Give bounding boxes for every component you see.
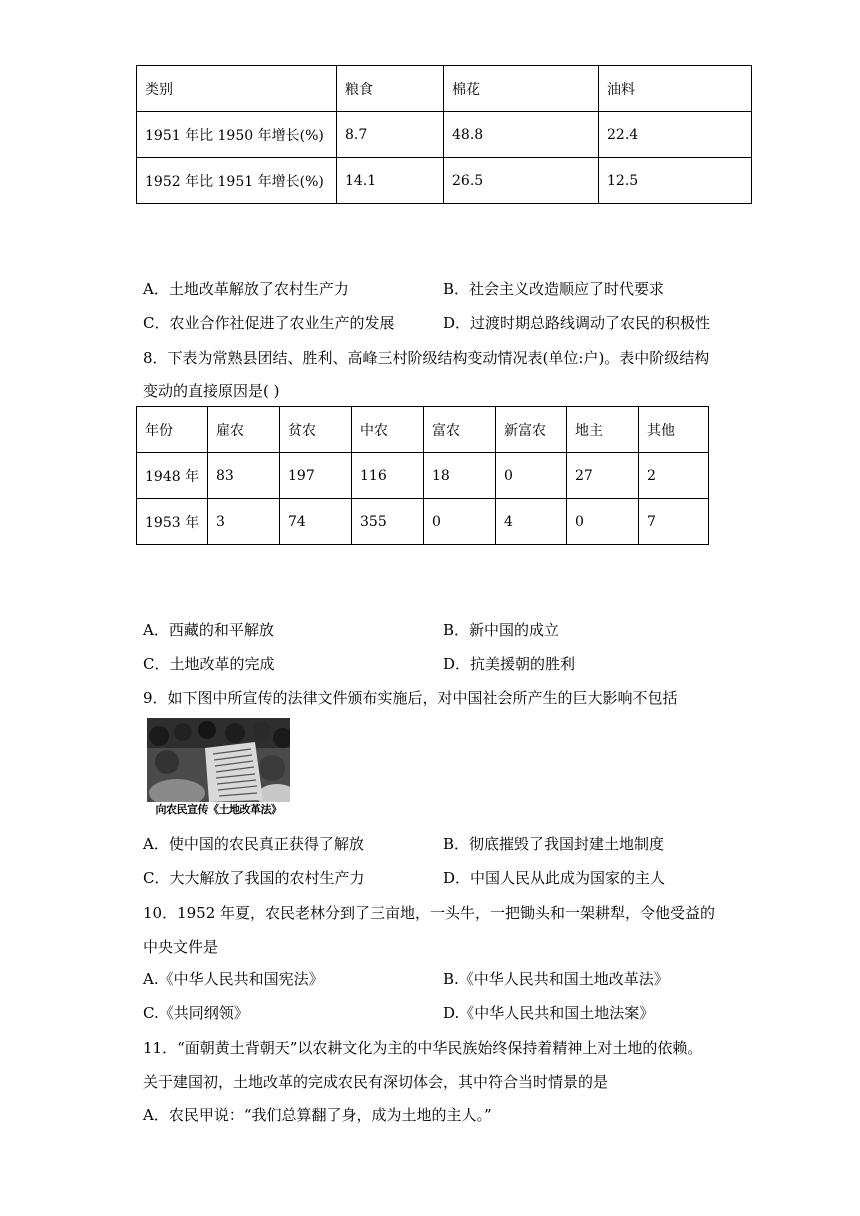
table-cell: 贫农 [280,407,352,453]
table-row [137,112,752,158]
table-cell: 雇农 [208,407,280,453]
q8-stem-line1: 8．下表为常熟县团结、胜利、高峰三村阶级结构变动情况表(单位:户)。表中阶级结构 [143,349,710,367]
q10-option-b[interactable]: B.《中华人民共和国土地改革法》 [443,970,669,988]
q10-option-d[interactable]: D.《中华人民共和国土地法案》 [443,1004,655,1022]
table-cell: 4 [496,499,567,545]
class-structure-table [136,406,709,545]
q10-stem-line1: 10．1952 年夏，农民老林分到了三亩地，一头牛，一把锄头和一架耕犁，令他受益的 [143,904,716,922]
growth-table [136,65,752,204]
table-cell: 7 [639,499,709,545]
table-cell: 22.4 [599,112,752,158]
table-cell: 14.1 [337,158,444,204]
table-cell: 类别 [137,66,337,112]
table-cell: 26.5 [444,158,599,204]
table-cell: 新富农 [496,407,567,453]
table-cell: 74 [280,499,352,545]
table-cell: 1953 年 [137,499,208,545]
table-cell: 0 [424,499,496,545]
q10-option-a[interactable]: A.《中华人民共和国宪法》 [143,970,324,988]
table-cell: 棉花 [444,66,599,112]
table-cell: 27 [567,453,639,499]
table-cell: 油料 [599,66,752,112]
table-cell: 48.8 [444,112,599,158]
table-cell: 中农 [352,407,424,453]
table-row [137,453,709,499]
table-cell: 年份 [137,407,208,453]
table-cell: 3 [208,499,280,545]
q8-stem-line2: 变动的直接原因是( ) [143,382,280,400]
table-cell: 2 [639,453,709,499]
table-cell: 8.7 [337,112,444,158]
table-row [137,158,752,204]
table-row [137,499,709,545]
q8-option-a[interactable]: A．西藏的和平解放 [143,621,274,639]
q8-option-b[interactable]: B．新中国的成立 [443,621,560,639]
q10-option-c[interactable]: C.《共同纲领》 [143,1004,249,1022]
q7-option-d[interactable]: D．过渡时期总路线调动了农民的积极性 [443,314,711,332]
table-cell: 197 [280,453,352,499]
table-cell: 12.5 [599,158,752,204]
q8-option-d[interactable]: D．抗美援朝的胜利 [443,655,576,673]
photo-caption: 向农民宣传《土地改革法》 [155,803,282,816]
q9-option-b[interactable]: B．彻底摧毁了我国封建土地制度 [443,835,665,853]
q9-stem-line1: 9．如下图中所宣传的法律文件颁布实施后，对中国社会所产生的巨大影响不包括 [143,689,678,707]
table-cell: 0 [567,499,639,545]
table-cell: 83 [208,453,280,499]
table-cell: 地主 [567,407,639,453]
table-cell: 1952 年比 1951 年增长(%) [137,158,337,204]
q11-option-a[interactable]: A．农民甲说：“我们总算翻了身，成为土地的主人。” [143,1106,492,1124]
table-cell: 粮食 [337,66,444,112]
q11-stem-line1: 11．“面朝黄土背朝天”以农耕文化为主的中华民族始终保持着精神上对土地的依赖。 [143,1039,703,1057]
land-reform-photo [147,718,290,818]
q7-option-a[interactable]: A．土地改革解放了农村生产力 [143,280,349,298]
q8-option-c[interactable]: C．土地改革的完成 [143,655,275,673]
table-cell: 其他 [639,407,709,453]
table-cell: 1951 年比 1950 年增长(%) [137,112,337,158]
q10-stem-line2: 中央文件是 [143,938,219,956]
table-cell: 116 [352,453,424,499]
table-row [137,407,709,453]
q9-option-a[interactable]: A．使中国的农民真正获得了解放 [143,835,364,853]
table-row [137,66,752,112]
table-cell: 1948 年 [137,453,208,499]
table-cell: 0 [496,453,567,499]
q7-option-c[interactable]: C．农业合作社促进了农业生产的发展 [143,314,395,332]
q7-option-b[interactable]: B．社会主义改造顺应了时代要求 [443,280,665,298]
table-cell: 富农 [424,407,496,453]
table-cell: 18 [424,453,496,499]
q9-option-c[interactable]: C．大大解放了我国的农村生产力 [143,869,365,887]
q9-option-d[interactable]: D．中国人民从此成为国家的主人 [443,869,666,887]
q11-stem-line2: 关于建国初，土地改革的完成农民有深切体会，其中符合当时情景的是 [143,1073,609,1091]
table-cell: 355 [352,499,424,545]
